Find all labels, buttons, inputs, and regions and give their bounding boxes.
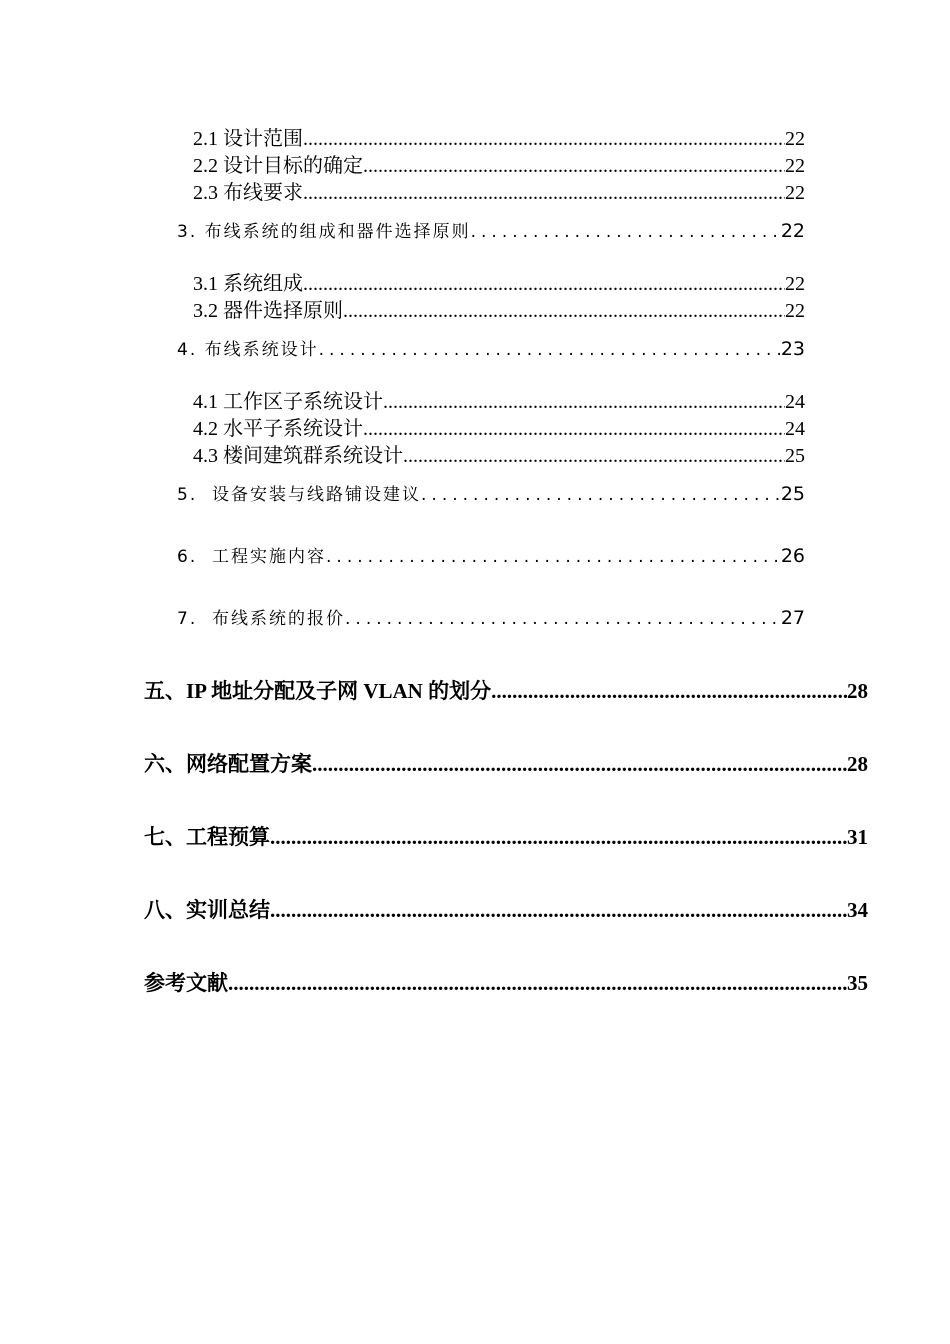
toc-entry-page: 34 (847, 898, 868, 922)
toc-leader-dots (363, 416, 785, 442)
toc-entry-title: 7. 布线系统的报价 (177, 609, 346, 629)
toc-entry-3-1[interactable] (193, 271, 805, 297)
toc-leader-dots (326, 544, 781, 569)
toc-entry-page: 25 (780, 483, 805, 505)
toc-entry-title: 七、工程预算 (144, 825, 270, 849)
toc-leader-dots (363, 153, 785, 179)
toc-entry-page: 22 (785, 300, 805, 322)
toc-entry-title: 4. 布线系统设计 (177, 340, 319, 360)
toc-leader-dots (303, 126, 785, 152)
toc-leader-dots (471, 219, 781, 244)
toc-entry-page: 22 (780, 220, 805, 242)
toc-entry-page: 22 (785, 155, 805, 177)
toc-entry-page: 22 (785, 128, 805, 150)
toc-entry-title: 4.2 水平子系统设计 (193, 418, 363, 440)
toc-entry-page: 22 (785, 273, 805, 295)
toc-entry-2-3[interactable] (193, 180, 805, 206)
toc-chapter-5[interactable] (144, 677, 868, 705)
toc-entry-title: 3. 布线系统的组成和器件选择原则 (177, 222, 471, 242)
toc-entry-page: 24 (785, 391, 805, 413)
toc-leader-dots (383, 389, 785, 415)
toc-leader-dots (421, 482, 781, 507)
toc-leader-dots (343, 298, 785, 324)
toc-entry-title: 八、实训总结 (144, 898, 270, 922)
toc-chapter-7[interactable] (144, 823, 868, 851)
toc-references[interactable] (144, 969, 868, 997)
toc-entry-2-2[interactable] (193, 153, 805, 179)
toc-entry-5[interactable] (177, 481, 805, 507)
toc-entry-4-2[interactable] (193, 416, 805, 442)
toc-entry-title: 4.3 楼间建筑群系统设计 (193, 445, 403, 467)
toc-entry-title: 2.1 设计范围 (193, 128, 303, 150)
toc-entry-title: 参考文献 (144, 971, 228, 995)
toc-leader-dots (270, 896, 847, 924)
toc-entry-7[interactable] (177, 605, 805, 631)
toc-leader-dots (303, 180, 785, 206)
toc-entry-title: 6. 工程实施内容 (177, 547, 327, 567)
toc-entry-3[interactable] (177, 218, 805, 244)
toc-entry-page: 28 (847, 679, 868, 703)
toc-leader-dots (319, 337, 781, 362)
toc-entry-3-2[interactable] (193, 298, 805, 324)
toc-entry-title: 六、网络配置方案 (144, 752, 312, 776)
toc-chapter-6[interactable] (144, 750, 868, 778)
toc-entry-page: 24 (785, 418, 805, 440)
toc-entry-4[interactable] (177, 336, 805, 362)
toc-leader-dots (270, 823, 847, 851)
toc-entry-title: 4.1 工作区子系统设计 (193, 391, 383, 413)
toc-entry-title: 3.1 系统组成 (193, 273, 303, 295)
toc-entry-page: 26 (780, 545, 805, 567)
toc-entry-page: 23 (780, 338, 805, 360)
toc-leader-dots (403, 443, 785, 469)
toc-entry-page: 31 (847, 825, 868, 849)
toc-entry-title: 2.2 设计目标的确定 (193, 155, 363, 177)
toc-entry-4-3[interactable] (193, 443, 805, 469)
toc-leader-dots (491, 677, 847, 705)
toc-entry-title: 3.2 器件选择原则 (193, 300, 343, 322)
toc-entry-page: 27 (780, 607, 805, 629)
toc-leader-dots (345, 606, 781, 631)
toc-chapter-8[interactable] (144, 896, 868, 924)
toc-entry-6[interactable] (177, 543, 805, 569)
toc-leader-dots (312, 750, 847, 778)
toc-entry-page: 22 (785, 182, 805, 204)
toc-entry-page: 25 (785, 445, 805, 467)
toc-entry-page: 35 (847, 971, 868, 995)
toc-entry-title: 五、IP 地址分配及子网 VLAN 的划分 (144, 679, 492, 703)
toc-entry-title: 2.3 布线要求 (193, 182, 303, 204)
toc-entry-page: 28 (847, 752, 868, 776)
toc-entry-2-1[interactable] (193, 126, 805, 152)
toc-entry-4-1[interactable] (193, 389, 805, 415)
toc-leader-dots (303, 271, 785, 297)
toc-entry-title: 5. 设备安装与线路铺设建议 (177, 485, 422, 505)
toc-leader-dots (228, 969, 847, 997)
